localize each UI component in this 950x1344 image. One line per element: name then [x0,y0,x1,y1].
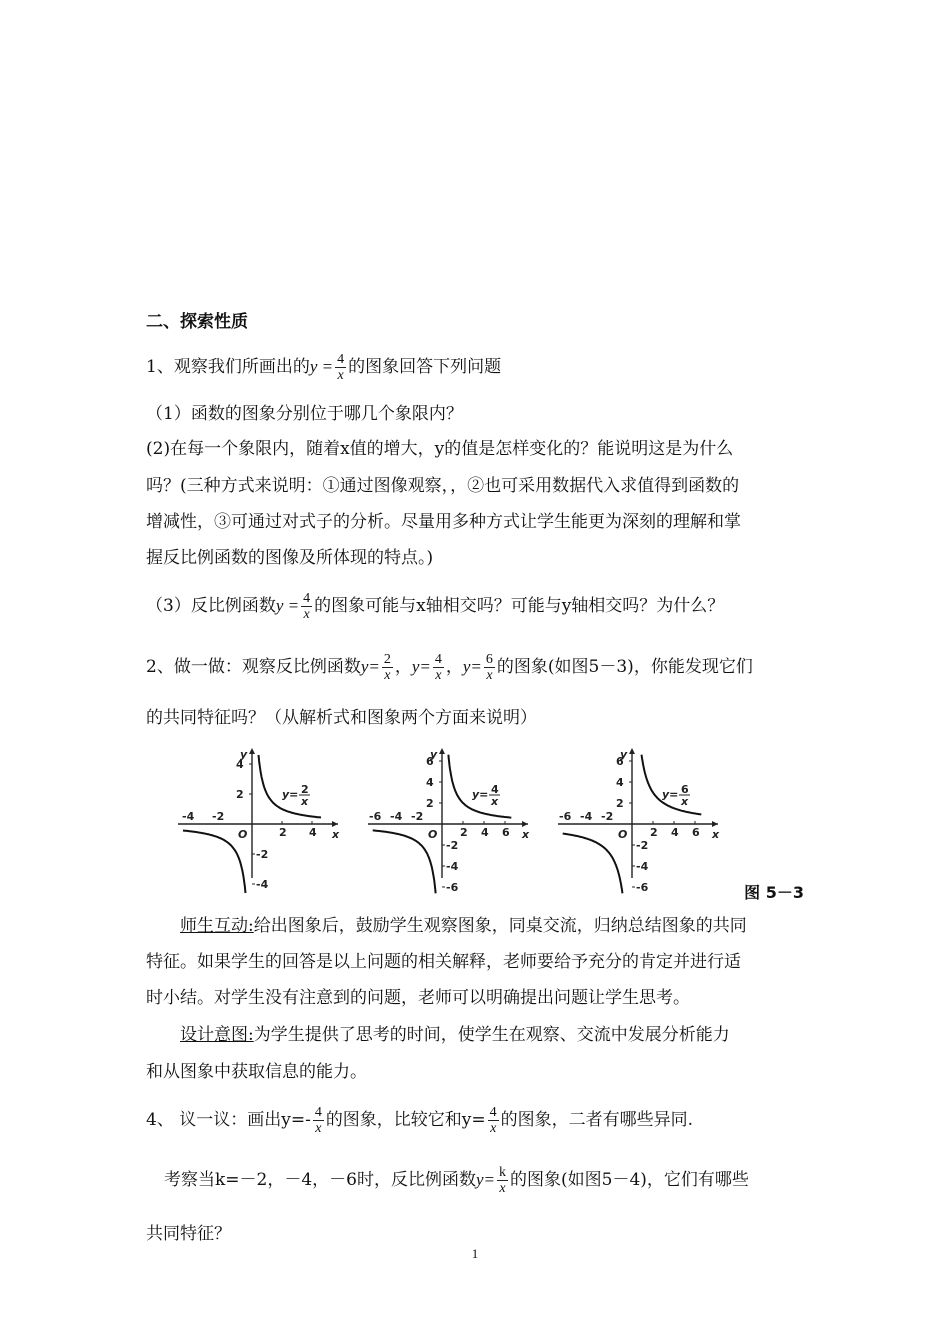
fraction: $\frac{4}{x}$ [434,652,442,683]
question-5-line2: 共同特征？ [146,1224,231,1244]
y-axis-label: y [240,748,248,761]
equation-denominator: x [681,795,689,808]
y-axis-arrow [629,748,635,754]
y-tick-label: -6 [446,881,459,894]
fraction: $\frac{4}{x}$ [314,1105,322,1136]
y-tick-label: 2 [616,797,624,810]
curve-branch-q3 [183,831,246,894]
section-title: 二、探索性质 [146,312,248,332]
question-1-1: （1）函数的图象分别位于哪几个象限内？ [146,404,463,424]
graph-y-6-over-x [550,742,730,894]
x-tick-label: -4 [182,810,195,823]
x-tick-label: -4 [390,810,403,823]
y-axis-arrow [439,748,445,754]
question-1: 1、观察我们所画出的y = $\frac{4}{x}$ 的图象回答下列问题 [146,352,502,383]
equation-lhs: y= [282,788,299,801]
page-number: 1 [471,1246,479,1261]
curve-branch-q3 [563,834,623,894]
equation-numerator: 2 [301,783,309,796]
question-1-3: （3）反比例函数y = $\frac{4}{x}$ 的图象可能与x轴相交吗？可能与y轴相交吗？为什么？ [146,591,725,622]
x-axis-label: x [332,828,340,841]
y-axis-label: y [430,748,438,761]
figure-caption: 图 5－3 [744,883,804,902]
equation-lhs: y= [472,788,489,801]
fraction: $\frac{k}{x}$ [499,1165,507,1196]
x-tick-label: 4 [671,826,679,839]
interaction-line1: 师生互动:给出图象后，鼓励学生观察图象，同桌交流，归纳总结图象的共同 [180,916,747,936]
fraction: $\frac{2}{x}$ [383,652,391,683]
equation-numerator: 4 [491,783,499,796]
y-tick-label: -4 [636,860,649,873]
x-tick-label: 2 [460,826,468,839]
y-tick-label: 6 [426,755,434,768]
y-tick-label: 4 [236,758,244,771]
y-tick-label: -2 [636,839,649,852]
y-tick-label: 2 [426,797,434,810]
origin-label: O [618,828,628,841]
y-tick-label: -2 [446,839,459,852]
x-axis-arrow [332,821,338,827]
question-1-2-line3: 增减性，③可通过对式子的分析。尽量用多种方式让学生能更为深刻的理解和掌 [146,512,741,532]
question-4: 4、 议一议：画出y=- $\frac{4}{x}$ 的图象，比较它和y= $\frac{4}{x}$ 的图象，二者有哪些异同. [146,1105,694,1136]
fraction: $\frac{6}{x}$ [485,652,493,683]
x-axis-arrow [712,821,718,827]
y-tick-label: 2 [236,788,244,801]
equation-numerator: 6 [681,783,689,796]
x-tick-label: 4 [309,826,317,839]
x-tick-label: 6 [692,826,700,839]
x-axis-label: x [712,828,720,841]
y-tick-label: 6 [616,755,624,768]
x-tick-label: 2 [279,826,287,839]
x-tick-label: 4 [481,826,489,839]
x-axis-arrow [522,821,528,827]
graph-svg [550,742,730,894]
question-5: 考察当k=－2，－4，－6时，反比例函数y= $\frac{k}{x}$ 的图象(如图5－4)，它们有哪些 [164,1165,749,1196]
graph-svg [360,742,540,894]
question-2-line2: 的共同特征吗？（从解析式和图象两个方面来说明） [146,708,537,728]
equation-lhs: y= [662,788,679,801]
curve-branch-q1 [642,755,702,815]
interaction-line3: 时小结。对学生没有注意到的问题，老师可以明确提出问题让学生思考。 [146,988,690,1008]
graph-y-4-over-x [360,742,540,894]
equation-denominator: x [301,795,309,808]
y-tick-label: -4 [256,878,269,891]
graph-y-2-over-x [170,742,350,891]
fraction: $\frac{4}{x}$ [337,352,345,383]
curve-branch-q1 [448,755,511,818]
question-1-2-line2: 吗？(三种方式来说明：①通过图像观察，，②也可采用数据代入求值得到函数的 [146,476,740,496]
x-tick-label: -2 [411,810,424,823]
y-axis-arrow [249,748,255,754]
design-label: 设计意图: [180,1025,254,1045]
y-tick-label: 4 [616,776,624,789]
origin-label: O [238,828,248,841]
y-axis-label: y [620,748,628,761]
x-tick-label: -2 [212,810,225,823]
question-2: 2、做一做：观察反比例函数y= $\frac{2}{x}$ ，y= $\frac{4}{x}$ ，y= $\frac{6}{x}$ 的图象(如图5－3)，你能发现它们 [146,652,753,683]
fraction: $\frac{4}{x}$ [489,1105,497,1136]
equation-denominator: x [491,795,499,808]
x-tick-label: -6 [559,810,572,823]
y-tick-label: 4 [426,776,434,789]
design-line2: 和从图象中获取信息的能力。 [146,1062,367,1082]
question-1-2-line4: 握反比例函数的图像及所体现的特点。) [146,548,434,568]
y-tick-label: -6 [636,881,649,894]
x-tick-label: -4 [580,810,593,823]
curve-branch-q3 [373,830,436,893]
x-tick-label: -2 [601,810,614,823]
y-tick-label: -4 [446,860,459,873]
x-axis-label: x [522,828,530,841]
y-tick-label: -2 [256,848,269,861]
origin-label: O [428,828,438,841]
x-tick-label: 2 [650,826,658,839]
interaction-label: 师生互动: [180,916,254,936]
graph-svg [170,742,350,891]
interaction-line2: 特征。如果学生的回答是以上问题的相关解释，老师要给予充分的肯定并进行适 [146,952,741,972]
fraction: $\frac{4}{x}$ [303,591,311,622]
x-tick-label: -6 [369,810,382,823]
figure-5-3 [170,742,730,894]
curve-branch-q1 [259,755,322,818]
design-line1: 设计意图:为学生提供了思考的时间，使学生在观察、交流中发展分析能力 [180,1025,730,1045]
question-1-2-line1: (2)在每一个象限内，随着x值的增大，y的值是怎样变化的？能说明这是为什么 [146,439,734,459]
x-tick-label: 6 [502,826,510,839]
